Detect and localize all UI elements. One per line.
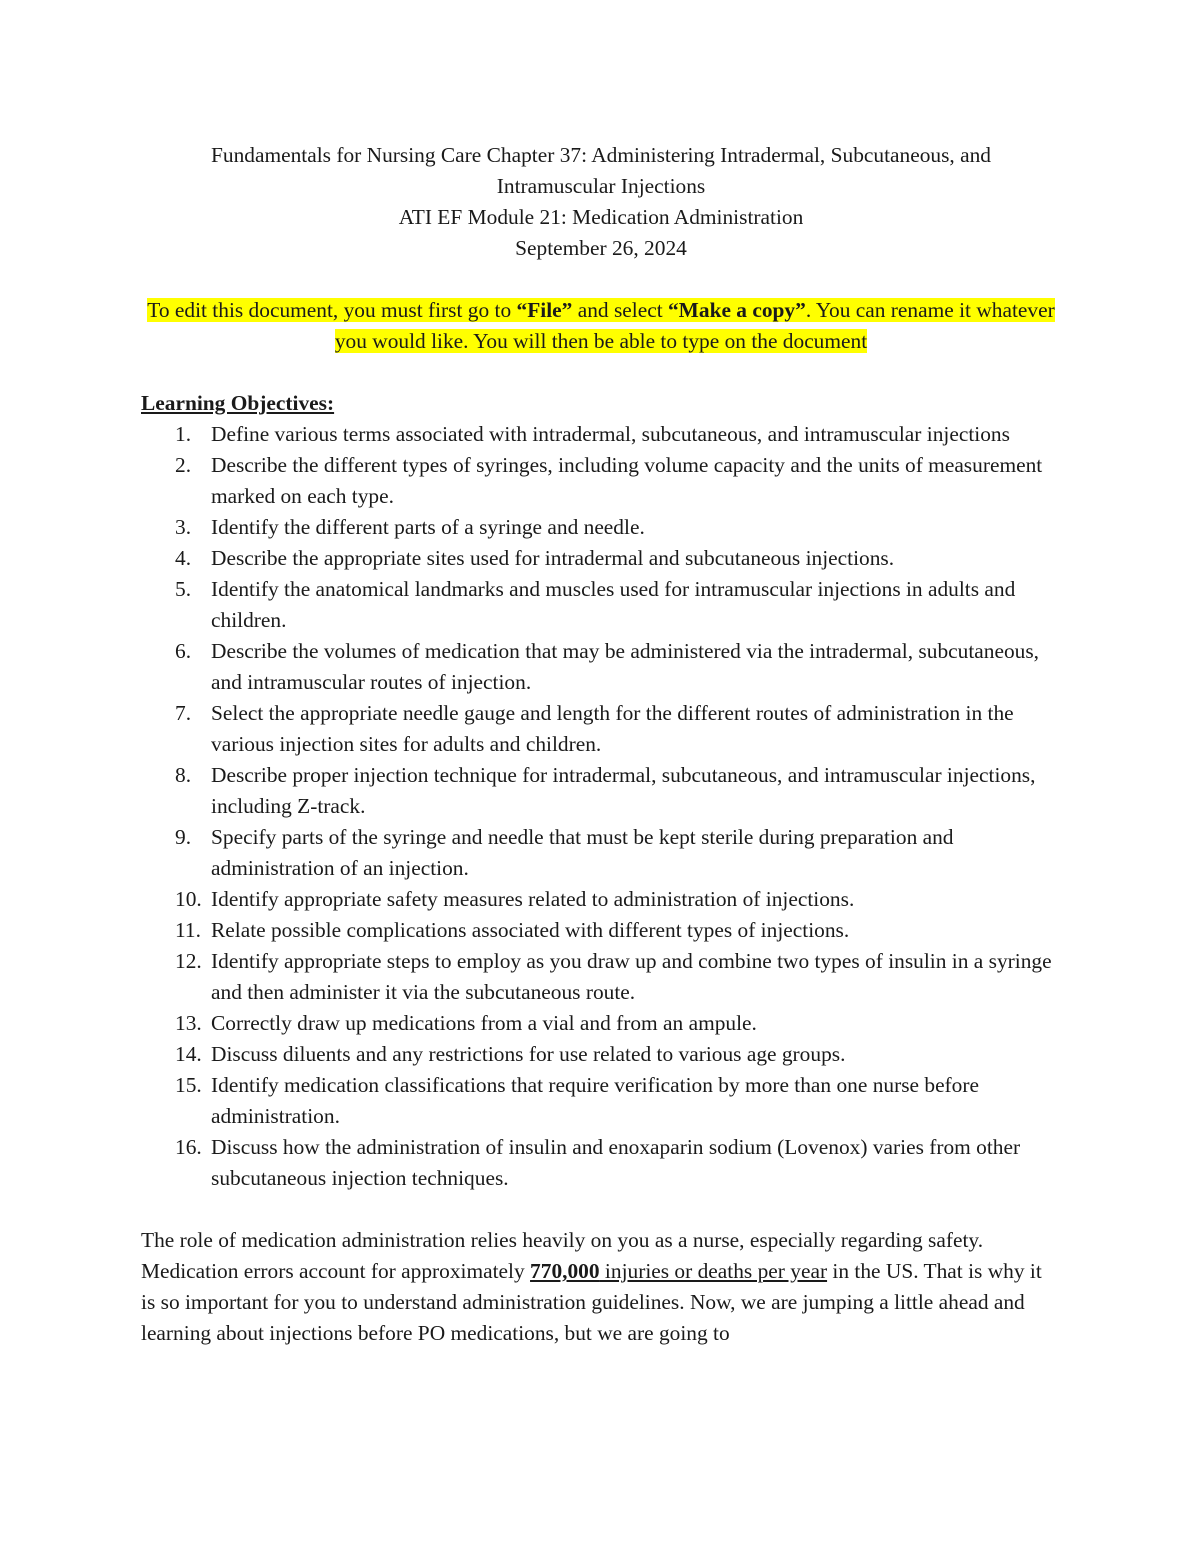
learning-objective-text: Identify appropriate steps to employ as you draw up and combine two types of insulin in a syringe and then administer it via the subcutaneous route. (211, 949, 1052, 1004)
learning-objective-text: Correctly draw up medications from a vial and from an ampule. (211, 1011, 757, 1035)
learning-objective-item (141, 543, 1061, 574)
learning-objective-text: Describe the appropriate sites used for intradermal and subcutaneous injections. (211, 546, 895, 570)
learning-objective-text: Select the appropriate needle gauge and length for the different routes of administration in the various injection sites for adults and children. (211, 701, 1014, 756)
learning-objective-item (141, 512, 1061, 543)
learning-objective-number: 5. (175, 577, 192, 601)
learning-objective-item (141, 1039, 1061, 1070)
learning-objective-item (141, 1132, 1061, 1194)
learning-objective-item (141, 760, 1061, 822)
learning-objective-item (141, 946, 1061, 1008)
document-page (141, 140, 1061, 1349)
intro-statistic (530, 1259, 827, 1283)
learning-objective-item (141, 450, 1061, 512)
learning-objective-number: 3. (175, 515, 192, 539)
learning-objective-text: Relate possible complications associated with different types of injections. (211, 918, 850, 942)
learning-objective-text: Define various terms associated with intradermal, subcutaneous, and intramuscular injections (211, 422, 1010, 446)
learning-objective-text: Discuss how the administration of insulin and enoxaparin sodium (Lovenox) varies from other subcutaneous injection techniques. (211, 1135, 1021, 1190)
learning-objective-text: Describe the different types of syringes, including volume capacity and the units of measurement marked on each type. (211, 453, 1043, 508)
learning-objective-number: 13. (175, 1011, 202, 1035)
intro-paragraph (141, 1225, 1061, 1349)
learning-objective-number: 6. (175, 639, 192, 663)
learning-objective-text: Specify parts of the syringe and needle that must be kept sterile during preparation and administration of an injection. (211, 825, 954, 880)
document-header (141, 140, 1061, 264)
notice-text-3: . You can rename it whatever you would like. You will then be able to type on the document (334, 298, 1055, 353)
intro-text-2: in the US. That is why it is so important for you to understand administration guidelines. Now, we are jumping a little ahead and learning about injections before PO medications, but we are going to (141, 1259, 1042, 1345)
learning-objective-number: 16. (175, 1135, 202, 1159)
learning-objective-item (141, 822, 1061, 884)
learning-objective-number: 11. (175, 918, 201, 942)
document-title-line-1: Fundamentals for Nursing Care Chapter 37: Administering Intradermal, Subcutaneous, and (211, 143, 991, 167)
document-date: September 26, 2024 (515, 236, 687, 260)
learning-objective-item (141, 884, 1061, 915)
learning-objective-number: 2. (175, 453, 192, 477)
intro-text-1: The role of medication administration relies heavily on you as a nurse, especially regarding safety. Medication errors account for approximately (141, 1228, 984, 1283)
notice-copy-label: “Make a copy” (667, 298, 806, 322)
learning-objective-number: 10. (175, 887, 202, 911)
learning-objective-number: 7. (175, 701, 192, 725)
learning-objective-text: Identify appropriate safety measures related to administration of injections. (211, 887, 855, 911)
learning-objective-text: Describe proper injection technique for intradermal, subcutaneous, and intramuscular injections, including Z-track. (211, 763, 1036, 818)
notice-text-2: and select (572, 298, 668, 322)
learning-objective-text: Identify the different parts of a syringe and needle. (211, 515, 645, 539)
intro-statistic-rest: injuries or deaths per year (599, 1259, 828, 1283)
learning-objective-item (141, 419, 1061, 450)
learning-objectives-list (141, 419, 1061, 1194)
learning-objective-item (141, 1070, 1061, 1132)
notice-file-label: “File” (516, 298, 573, 322)
learning-objectives-heading: Learning Objectives: (141, 391, 335, 415)
learning-objective-text: Describe the volumes of medication that may be administered via the intradermal, subcutaneous, and intramuscular routes of injection. (211, 639, 1040, 694)
learning-objective-text: Identify the anatomical landmarks and muscles used for intramuscular injections in adults and children. (211, 577, 1016, 632)
edit-notice (141, 295, 1061, 357)
learning-objective-item (141, 915, 1061, 946)
notice-text-1: To edit this document, you must first go to (147, 298, 517, 322)
learning-objective-number: 8. (175, 763, 192, 787)
learning-objective-text: Discuss diluents and any restrictions for use related to various age groups. (211, 1042, 846, 1066)
edit-notice-highlight (147, 298, 1054, 353)
learning-objective-number: 14. (175, 1042, 202, 1066)
learning-objective-item (141, 574, 1061, 636)
intro-statistic-number: 770,000 (530, 1259, 600, 1283)
learning-objective-number: 1. (175, 422, 192, 446)
document-title-line-2: Intramuscular Injections (496, 174, 706, 198)
learning-objective-item (141, 636, 1061, 698)
learning-objective-item (141, 698, 1061, 760)
learning-objective-number: 9. (175, 825, 192, 849)
learning-objective-item (141, 1008, 1061, 1039)
module-title: ATI EF Module 21: Medication Administration (398, 205, 804, 229)
learning-objective-number: 15. (175, 1073, 202, 1097)
learning-objective-number: 4. (175, 546, 192, 570)
learning-objective-text: Identify medication classifications that require verification by more than one nurse before administration. (211, 1073, 979, 1128)
learning-objective-number: 12. (175, 949, 202, 973)
